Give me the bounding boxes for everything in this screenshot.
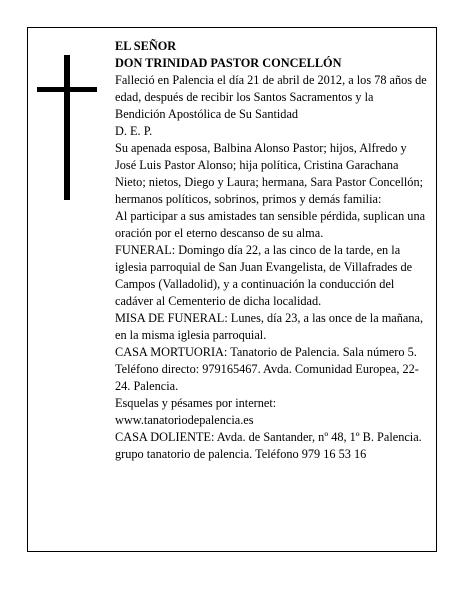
- family-home-info: CASA DOLIENTE: Avda. de Santander, nº 48, 1º B. Palencia.: [115, 430, 422, 444]
- cross-horizontal-bar: [37, 87, 97, 92]
- funeral-home-contact: grupo tanatorio de palencia. Teléfono 979 16 53 16: [115, 447, 367, 461]
- funeral-info: FUNERAL: Domingo día 22, a las cinco de la tarde, en la iglesia parroquial de San Juan Evangelista, de Villafrades de Campos (Valladolid), y a continuación la conducción del cadáver al Cementerio de dicha localidad.: [115, 243, 413, 308]
- rip-line: D. E. P.: [115, 124, 153, 138]
- internet-condolences: Esquelas y pésames por internet:: [115, 396, 277, 410]
- notice-title: EL SEÑOR: [115, 39, 177, 53]
- funeral-mass-info: MISA DE FUNERAL: Lunes, día 23, a las once de la mañana, en la misma iglesia parroquial.: [115, 311, 424, 342]
- cross-vertical-bar: [64, 55, 70, 200]
- deceased-name: DON TRINIDAD PASTOR CONCELLÓN: [115, 56, 342, 70]
- prayer-request: Al participar a sus amistades tan sensible pérdida, suplican una oración por el eterno descanso de su alma.: [115, 209, 426, 240]
- notice-text: [115, 38, 427, 463]
- website-link: www.tanatoriodepalencia.es: [115, 413, 254, 427]
- family-list: Su apenada esposa, Balbina Alonso Pastor; hijos, Alfredo y José Luis Pastor Alonso; hija política, Cristina Garachana Nieto; nietos, Diego y Laura; hermana, Sara Pastor Concellón; hermanos políticos, sobrinos, primos y demás familia:: [115, 141, 424, 206]
- death-announcement: Falleció en Palencia el día 21 de abril de 2012, a los 78 años de edad, después de recibir los Santos Sacramentos y la Bendición Apostólica de Su Santidad: [115, 73, 427, 121]
- mortuary-info: CASA MORTUORIA: Tanatorio de Palencia. Sala número 5. Teléfono directo: 979165467. Avda. Comunidad Europea, 22-24. Palencia.: [115, 345, 419, 393]
